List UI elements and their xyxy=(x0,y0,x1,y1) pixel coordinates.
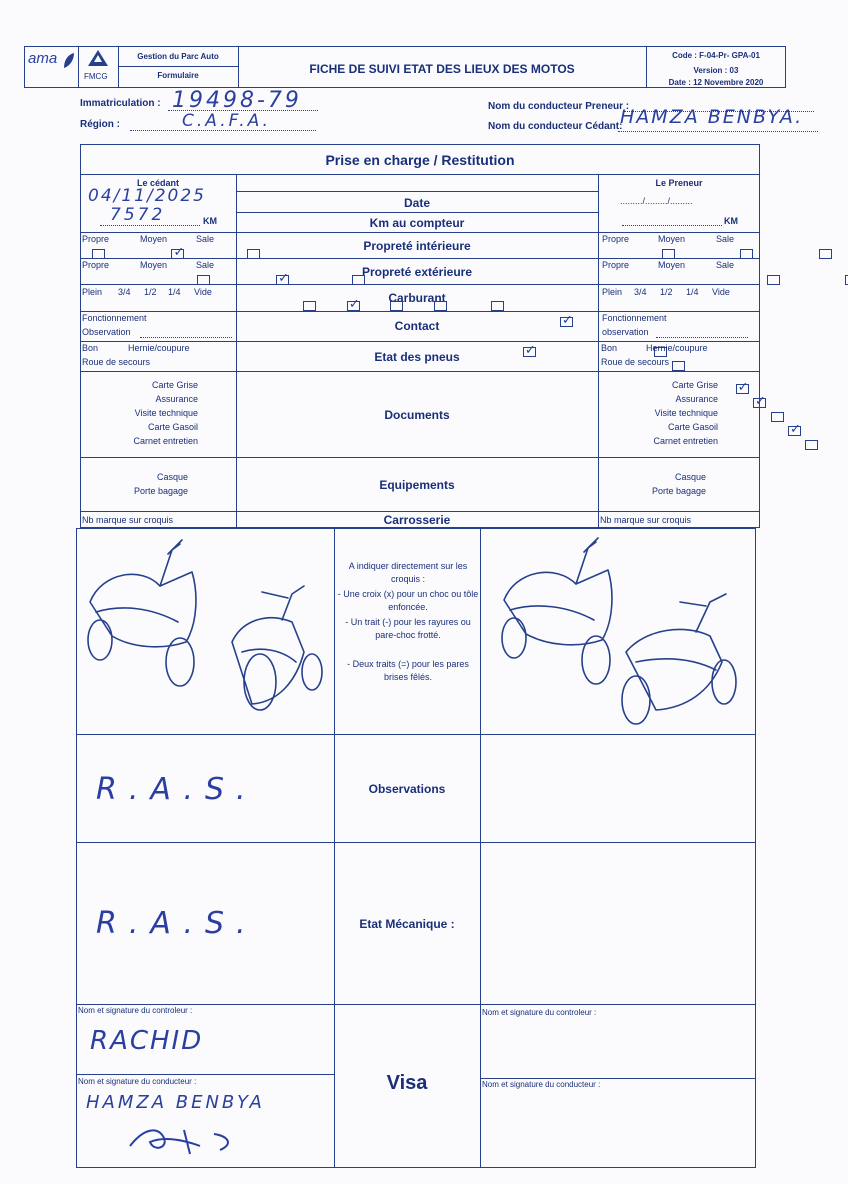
ext-moyen-p: Moyen xyxy=(658,260,686,270)
roue-c-checkbox[interactable] xyxy=(672,361,685,371)
carb-14-c-checkbox[interactable] xyxy=(434,301,447,311)
cedant-label: Nom du conducteur Cédant: xyxy=(488,121,623,132)
region-value[interactable]: C.A.F.A. xyxy=(182,111,271,131)
carburant-label: Carburant xyxy=(388,291,446,305)
preneur-label: Nom du conducteur Preneur : xyxy=(488,101,630,112)
cedant-value[interactable]: HAMZA BENBYA. xyxy=(620,106,804,128)
int-propre-p-checkbox[interactable] xyxy=(662,249,675,259)
carb-14-p: 1/4 xyxy=(686,287,699,297)
carb-plein-c: Plein xyxy=(82,287,103,297)
doc-gasoil-c-checkbox[interactable] xyxy=(788,426,801,436)
int-moyen-p: Moyen xyxy=(658,234,686,244)
doc-carte-grise-c-checkbox[interactable] xyxy=(736,384,749,394)
header-date: Date : 12 Novembre 2020 xyxy=(668,78,764,87)
int-moyen-p-checkbox[interactable] xyxy=(740,249,753,259)
hernie-p: Hernie/coupure xyxy=(646,343,708,353)
region-label: Région : xyxy=(80,119,120,130)
ext-sale-c: Sale xyxy=(196,260,215,270)
hernie-c: Hernie/coupure xyxy=(128,343,190,353)
observation-p: observation xyxy=(602,327,649,337)
documents-label: Documents xyxy=(384,408,450,422)
km-value-cedant[interactable]: 7572 xyxy=(110,205,166,225)
doc-gasoil-c: Carte Gasoil xyxy=(147,422,198,432)
carb-12-p: 1/2 xyxy=(660,287,673,297)
ext-moyen-p-checkbox[interactable] xyxy=(845,275,848,285)
doc-visite-p: Visite technique xyxy=(654,408,718,418)
conducteur-signature-icon xyxy=(124,1118,244,1158)
page-title: FICHE DE SUIVI ETAT DES LIEUX DES MOTOS xyxy=(309,62,575,76)
doc-assurance-p: Assurance xyxy=(675,394,718,404)
header-form-type: Formulaire xyxy=(157,71,199,80)
sig-conducteur-label-p: Nom et signature du conducteur : xyxy=(482,1080,601,1089)
doc-visite-c: Visite technique xyxy=(134,408,198,418)
conducteur-name[interactable]: HAMZA BENBYA xyxy=(86,1092,265,1113)
contact-label: Contact xyxy=(394,319,440,333)
ext-propre-c: Propre xyxy=(82,260,110,270)
ext-propre-c-checkbox[interactable] xyxy=(197,275,210,285)
doc-carnet-c: Carnet entretien xyxy=(133,436,198,446)
date-preneur[interactable]: ........./........./......... xyxy=(620,196,693,206)
int-sale-c: Sale xyxy=(196,234,215,244)
int-sale-p: Sale xyxy=(716,234,735,244)
int-propre-c-checkbox[interactable] xyxy=(92,249,105,259)
carb-vide-c-checkbox[interactable] xyxy=(491,301,504,311)
logo-ama: ama xyxy=(28,50,58,67)
bon-c-checkbox[interactable] xyxy=(523,347,536,357)
roue-p: Roue de secours xyxy=(601,357,670,367)
sig-controleur-label-c: Nom et signature du controleur : xyxy=(78,1006,193,1015)
km-unit-cedant: KM xyxy=(203,216,217,226)
visa-label: Visa xyxy=(386,1072,428,1094)
int-propre-c: Propre xyxy=(82,234,110,244)
leaf-icon xyxy=(62,52,76,70)
interieur-label: Propreté intérieure xyxy=(363,239,471,253)
carb-34-c-checkbox[interactable] xyxy=(347,301,360,311)
int-sale-p-checkbox[interactable] xyxy=(819,249,832,259)
nb-marque-c: Nb marque sur croquis xyxy=(82,515,174,525)
int-moyen-c-checkbox[interactable] xyxy=(171,249,184,259)
carrosserie-label: Carrosserie xyxy=(383,513,451,527)
doc-carnet-c-checkbox[interactable] xyxy=(805,440,818,450)
int-moyen-c: Moyen xyxy=(140,234,168,244)
porte-bagage-p: Porte bagage xyxy=(651,486,706,496)
pneus-label: Etat des pneus xyxy=(374,350,460,364)
doc-visite-c-checkbox[interactable] xyxy=(771,412,784,422)
ext-propre-p: Propre xyxy=(602,260,630,270)
header-dept: Gestion du Parc Auto xyxy=(137,52,219,61)
instruction-4: - Deux traits (=) pour les pares brises fêlés. xyxy=(347,659,469,682)
doc-carnet-p: Carnet entretien xyxy=(653,436,718,446)
bon-c: Bon xyxy=(82,343,99,353)
observation-c: Observation xyxy=(82,327,131,337)
doc-gasoil-p: Carte Gasoil xyxy=(667,422,718,432)
instruction-1: A indiquer directement sur les croquis : xyxy=(348,561,468,584)
instruction-2: - Une croix (x) pour un choc ou tôle enfoncée. xyxy=(337,589,479,612)
equipements-label: Equipements xyxy=(379,478,455,492)
doc-carte-grise-p: Carte Grise xyxy=(671,380,718,390)
doc-assurance-c-checkbox[interactable] xyxy=(753,398,766,408)
casque-p: Casque xyxy=(674,472,706,482)
immat-value[interactable]: 19498-79 xyxy=(172,88,302,113)
carb-12-c: 1/2 xyxy=(144,287,157,297)
table-title: Prise en charge / Restitution xyxy=(325,152,515,168)
date-value-cedant[interactable]: 04/11/2025 xyxy=(88,186,206,206)
scooter-sketch-cedant[interactable] xyxy=(82,532,328,728)
mecanique-label: Etat Mécanique : xyxy=(359,917,455,931)
carb-plein-p: Plein xyxy=(602,287,623,297)
fonctionnement-c: Fonctionnement xyxy=(82,313,147,323)
nb-marque-p: Nb marque sur croquis xyxy=(600,515,692,525)
casque-c: Casque xyxy=(156,472,188,482)
header-code: Code : F-04-Pr- GPA-01 xyxy=(672,51,760,60)
doc-carte-grise-c: Carte Grise xyxy=(151,380,198,390)
bon-p: Bon xyxy=(601,343,618,353)
header-version: Version : 03 xyxy=(693,66,739,75)
col-preneur: Le Preneur xyxy=(655,178,703,188)
carb-14-c: 1/4 xyxy=(168,287,181,297)
doc-assurance-c: Assurance xyxy=(155,394,198,404)
carb-12-c-checkbox[interactable] xyxy=(390,301,403,311)
controleur-signature[interactable]: RACHID xyxy=(90,1026,204,1056)
col-cedant: Le cédant xyxy=(136,178,179,188)
porte-bagage-c: Porte bagage xyxy=(133,486,188,496)
ext-moyen-c: Moyen xyxy=(140,260,168,270)
ext-moyen-c-checkbox[interactable] xyxy=(276,275,289,285)
fmcg-logo-icon xyxy=(86,48,110,68)
sig-controleur-label-p: Nom et signature du controleur : xyxy=(482,1008,597,1017)
immat-label: Immatriculation : xyxy=(80,98,161,109)
km-label: Km au compteur xyxy=(369,216,465,230)
carb-34-p: 3/4 xyxy=(634,287,647,297)
mecanique-value[interactable]: R.A.S. xyxy=(96,906,258,941)
observations-value[interactable]: R.A.S. xyxy=(96,772,258,807)
fonctionnement-c-checkbox[interactable] xyxy=(560,317,573,327)
carb-vide-p: Vide xyxy=(712,287,730,297)
int-propre-p: Propre xyxy=(602,234,630,244)
ext-propre-p-checkbox[interactable] xyxy=(767,275,780,285)
instruction-3: - Un trait (-) pour les rayures ou pare-choc frotté. xyxy=(345,617,471,640)
logo-fmcg: FMCG xyxy=(84,72,108,81)
roue-c: Roue de secours xyxy=(82,357,151,367)
km-unit-preneur: KM xyxy=(724,216,738,226)
fonctionnement-p: Fonctionnement xyxy=(602,313,667,323)
exterieur-label: Propreté extérieure xyxy=(361,265,473,279)
sig-conducteur-label-c: Nom et signature du conducteur : xyxy=(78,1077,197,1086)
carb-plein-c-checkbox[interactable] xyxy=(303,301,316,311)
scooter-sketch-preneur[interactable] xyxy=(496,532,752,730)
ext-sale-p: Sale xyxy=(716,260,735,270)
observations-label: Observations xyxy=(368,782,446,796)
carb-34-c: 3/4 xyxy=(118,287,131,297)
int-sale-c-checkbox[interactable] xyxy=(247,249,260,259)
ext-sale-c-checkbox[interactable] xyxy=(352,275,365,285)
date-label: Date xyxy=(403,196,430,210)
carb-vide-c: Vide xyxy=(194,287,212,297)
